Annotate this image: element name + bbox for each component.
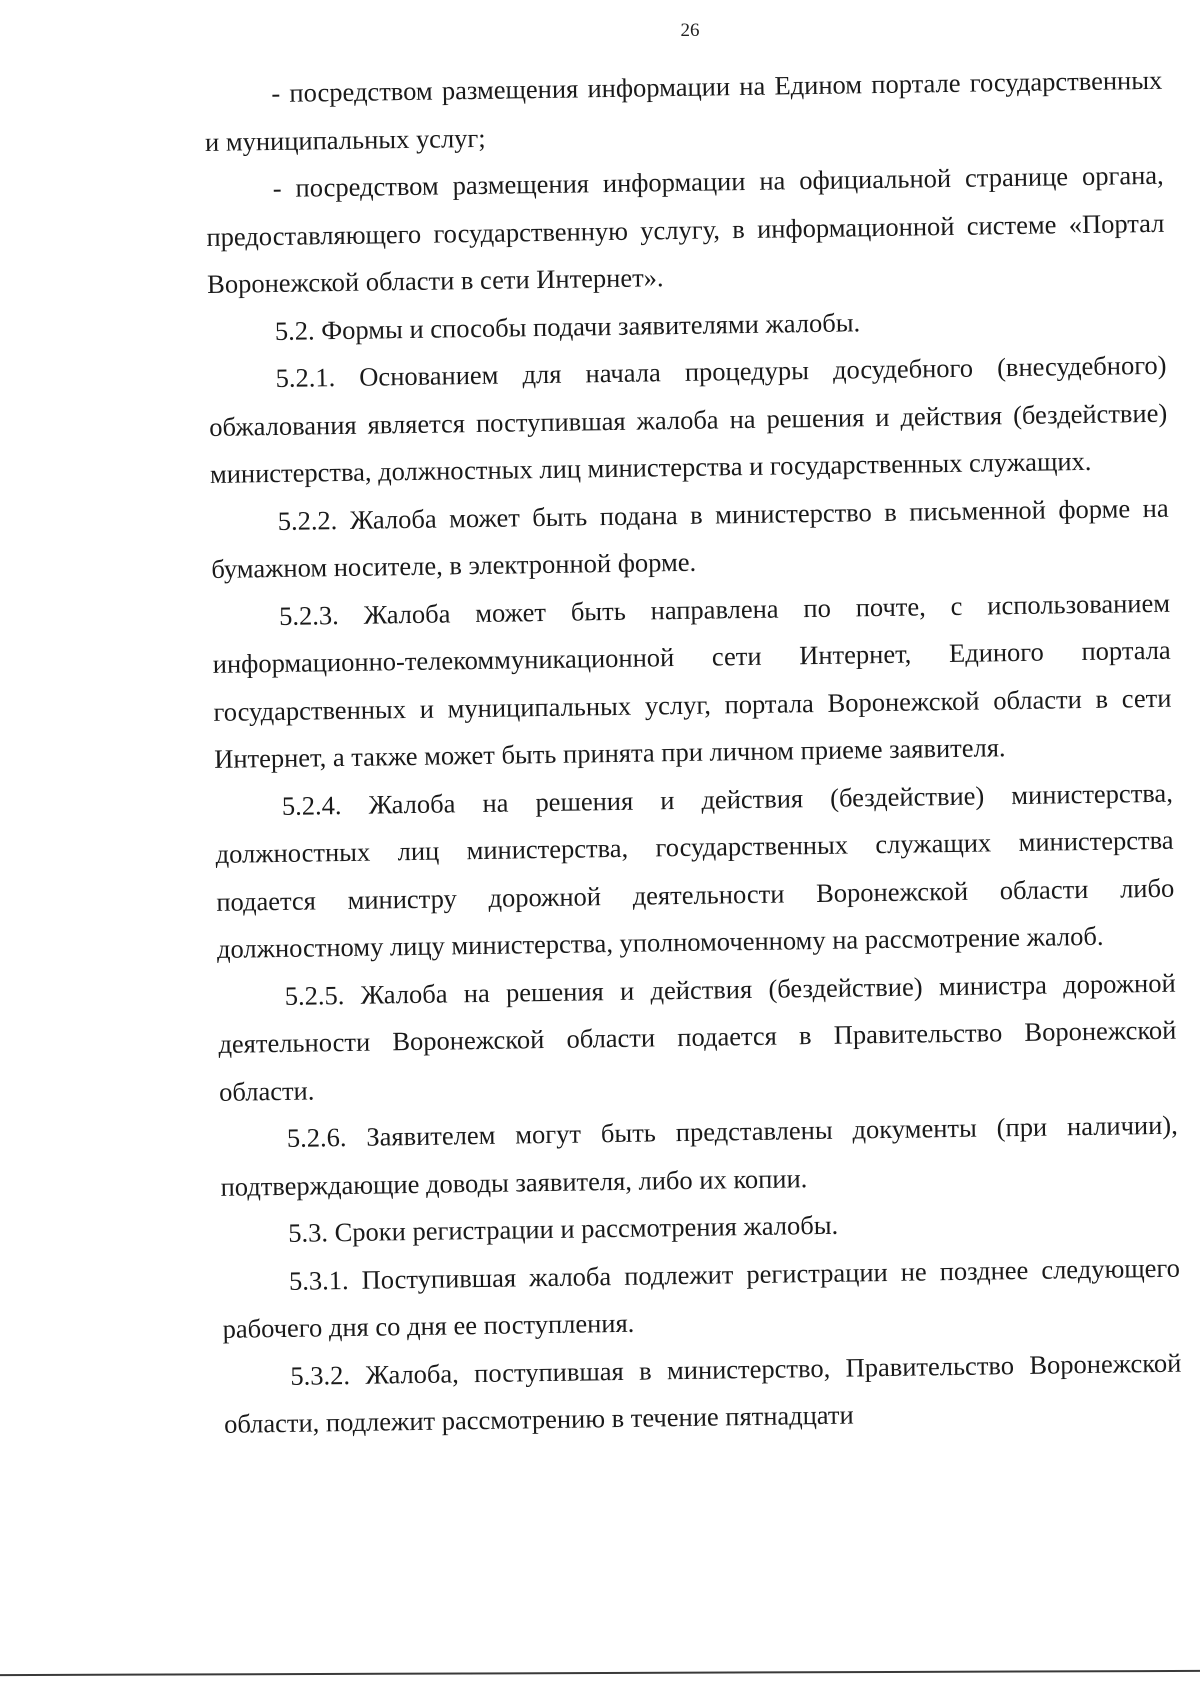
paragraph-5-2-2: 5.2.2. Жалоба может быть подана в министерство в письменной форме на бумажном носителе, в электронной форме. (211, 492, 1169, 584)
paragraph-5-3-1: 5.3.1. Поступившая жалоба подлежит регистрации не позднее следующего рабочего дня со дня ее поступления. (222, 1252, 1181, 1344)
paragraph-5-2-1: 5.2.1. Основанием для начала процедуры досудебного (внесудебного) обжалования является поступившая жалоба на решения и действия (бездействие) министерства, должностных лиц министерства и государственных служащих. (209, 349, 1168, 489)
paragraph-5-2-3: 5.2.3. Жалоба может быть направлена по почте, с использованием информационно-телекоммуникационной сети Интернет, Единого портала государственных и муниципальных услуг, портала Воронежской области в сети Интернет, а также может быть принята при личном приеме заявителя. (212, 587, 1172, 774)
paragraph-5-2-6: 5.2.6. Заявителем могут быть представлены документы (при наличии), подтверждающие доводы заявителя, либо их копии. (220, 1109, 1178, 1202)
paragraph-5-2-4: 5.2.4. Жалоба на решения и действия (бездействие) министерства, должностных лиц министерства, государственных служащих министерства подается министру дорожной деятельности Воронежской области либо должностному лицу министерства, уполномоченному на рассмотрение жалоб. (215, 777, 1175, 964)
page-bottom-rule (0, 1670, 1200, 1676)
paragraph-5-3-2: 5.3.2. Жалоба, поступившая в министерство, Правительство Воронежской области, подлежит рассмотрению в течение пятнадцати (223, 1347, 1182, 1439)
section-heading-5-2: 5.2. Формы и способы подачи заявителями жалобы. (274, 306, 861, 346)
paragraph-portal-info: - посредством размещения информации на Едином портале государственных и муниципальных услуг; (204, 64, 1163, 157)
paragraph-official-page-info: - посредством размещения информации на официальной странице органа, предоставляющего государственную услугу, в информационной системе «Портал Воронежской области в сети Интернет». (206, 159, 1165, 299)
paragraph-5-2-5: 5.2.5. Жалоба на решения и действия (бездействие) министра дорожной деятельности Воронежской области подается в Правительство Воронежской области. (218, 967, 1177, 1107)
page-number: 26 (680, 20, 700, 41)
document-body (204, 57, 1182, 1449)
section-heading-5-3: 5.3. Сроки регистрации и рассмотрения жалобы. (288, 1209, 839, 1248)
